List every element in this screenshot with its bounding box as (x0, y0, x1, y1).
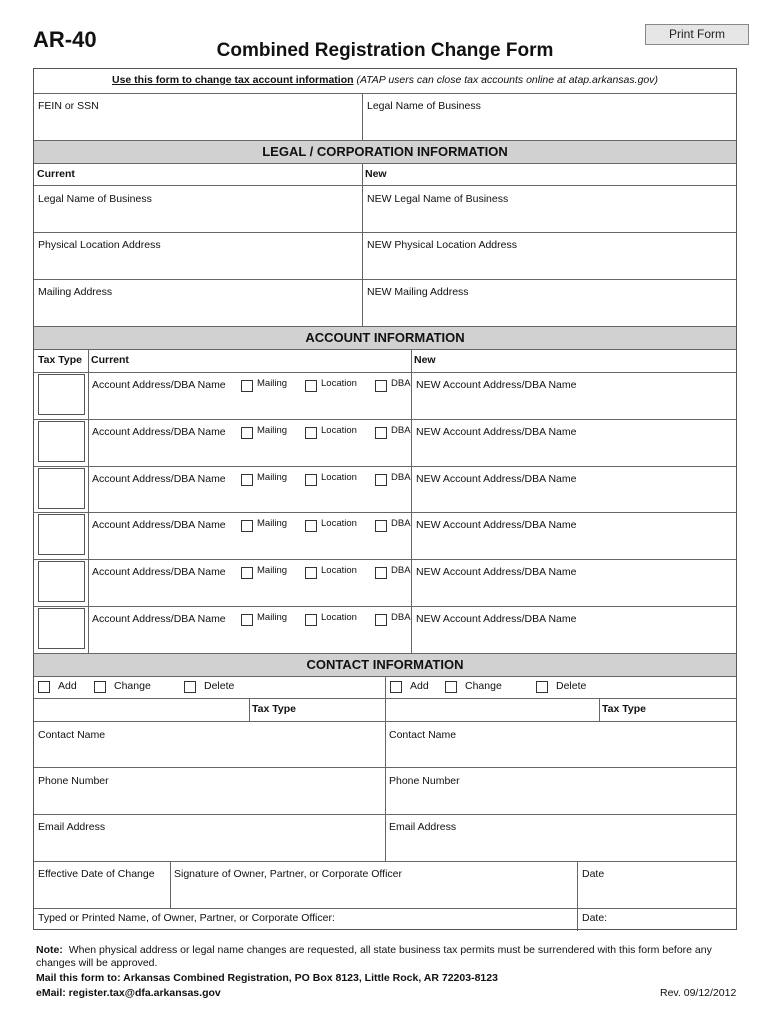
mailing-checkbox[interactable] (241, 474, 253, 486)
account-address-current[interactable]: Account Address/DBA Name (92, 613, 226, 625)
contact-tax-type-right[interactable]: Tax Type (602, 703, 646, 715)
account-address-current[interactable]: Account Address/DBA Name (92, 566, 226, 578)
location-checkbox[interactable] (305, 427, 317, 439)
legal-new-label: New (365, 168, 387, 180)
email-address-right[interactable]: Email Address (389, 821, 457, 833)
location-label: Location (321, 518, 357, 529)
contact-add-checkbox-left[interactable] (38, 681, 50, 693)
mailing-label: Mailing (257, 518, 288, 529)
contact-tax-type-left[interactable]: Tax Type (252, 703, 296, 715)
legal-section-heading: LEGAL / CORPORATION INFORMATION (34, 140, 736, 164)
mailing-address-current[interactable]: Mailing Address (38, 286, 113, 298)
page-title: Combined Registration Change Form (216, 40, 554, 61)
print-form-button[interactable]: Print Form (645, 24, 749, 45)
mailing-label: Mailing (257, 565, 288, 576)
location-label: Location (321, 612, 357, 623)
typed-name-date-field[interactable]: Date: (582, 912, 608, 924)
tax-type-box[interactable] (38, 468, 85, 509)
contact-delete-checkbox-right[interactable] (536, 681, 548, 693)
account-address-current[interactable]: Account Address/DBA Name (92, 519, 226, 531)
tax-type-box[interactable] (38, 561, 85, 602)
legal-name-field[interactable]: Legal Name of Business (367, 100, 481, 112)
dba-checkbox[interactable] (375, 427, 387, 439)
contact-add-label: Add (410, 680, 429, 692)
location-checkbox[interactable] (305, 520, 317, 532)
signature-field[interactable]: Signature of Owner, Partner, or Corporate Officer (174, 868, 403, 880)
location-checkbox[interactable] (305, 614, 317, 626)
mailing-label: Mailing (257, 472, 288, 483)
contact-delete-label: Delete (556, 680, 587, 692)
dba-checkbox[interactable] (375, 380, 387, 392)
revision-date: Rev. 09/12/2012 (660, 987, 737, 999)
location-label: Location (321, 425, 357, 436)
account-address-new[interactable]: NEW Account Address/DBA Name (416, 473, 577, 485)
contact-name-right[interactable]: Contact Name (389, 729, 457, 741)
tax-type-box[interactable] (38, 608, 85, 649)
dba-checkbox[interactable] (375, 567, 387, 579)
dba-label: DBA (391, 378, 411, 389)
contact-section-heading: CONTACT INFORMATION (34, 653, 736, 677)
mail-address-line: Mail this form to: Arkansas Combined Registration, PO Box 8123, Little Rock, AR 72203-8123 (36, 972, 498, 984)
mailing-checkbox[interactable] (241, 567, 253, 579)
dba-checkbox[interactable] (375, 520, 387, 532)
note-text: Note: When physical address or legal name changes are requested, all state business tax permits must be surrendered with this form before any changes will be approved. (36, 944, 712, 969)
tax-type-box[interactable] (38, 421, 85, 462)
location-checkbox[interactable] (305, 380, 317, 392)
account-address-new[interactable]: NEW Account Address/DBA Name (416, 426, 577, 438)
account-address-new[interactable]: NEW Account Address/DBA Name (416, 613, 577, 625)
account-new-label: New (414, 354, 436, 366)
dba-label: DBA (391, 612, 411, 623)
account-address-current[interactable]: Account Address/DBA Name (92, 473, 226, 485)
contact-name-left[interactable]: Contact Name (38, 729, 106, 741)
fein-field[interactable]: FEIN or SSN (38, 100, 99, 112)
contact-delete-label: Delete (204, 680, 235, 692)
dba-label: DBA (391, 518, 411, 529)
dba-checkbox[interactable] (375, 614, 387, 626)
tax-type-box[interactable] (38, 514, 85, 555)
account-section-heading: ACCOUNT INFORMATION (34, 326, 736, 350)
tax-type-box[interactable] (38, 374, 85, 415)
mailing-checkbox[interactable] (241, 614, 253, 626)
phone-number-right[interactable]: Phone Number (389, 775, 460, 787)
account-address-current[interactable]: Account Address/DBA Name (92, 379, 226, 391)
mailing-label: Mailing (257, 612, 288, 623)
dba-label: DBA (391, 565, 411, 576)
mailing-label: Mailing (257, 425, 288, 436)
mailing-label: Mailing (257, 378, 288, 389)
contact-add-checkbox-right[interactable] (390, 681, 402, 693)
mailing-checkbox[interactable] (241, 520, 253, 532)
location-checkbox[interactable] (305, 567, 317, 579)
mailing-checkbox[interactable] (241, 427, 253, 439)
account-address-new[interactable]: NEW Account Address/DBA Name (416, 519, 577, 531)
account-current-label: Current (91, 354, 129, 366)
form-frame (33, 68, 737, 930)
account-address-new[interactable]: NEW Account Address/DBA Name (416, 379, 577, 391)
contact-delete-checkbox-left[interactable] (184, 681, 196, 693)
mailing-address-new[interactable]: NEW Mailing Address (367, 286, 469, 298)
contact-change-label: Change (465, 680, 502, 692)
contact-add-label: Add (58, 680, 77, 692)
tax-type-label: Tax Type (38, 354, 82, 366)
location-checkbox[interactable] (305, 474, 317, 486)
typed-name-field[interactable]: Typed or Printed Name, of Owner, Partner, or Corporate Officer: (38, 912, 335, 924)
physical-address-new[interactable]: NEW Physical Location Address (367, 239, 517, 251)
dba-label: DBA (391, 425, 411, 436)
legal-name-new[interactable]: NEW Legal Name of Business (367, 193, 509, 205)
mailing-checkbox[interactable] (241, 380, 253, 392)
account-address-current[interactable]: Account Address/DBA Name (92, 426, 226, 438)
physical-address-current[interactable]: Physical Location Address (38, 239, 161, 251)
email-address-left[interactable]: Email Address (38, 821, 106, 833)
account-address-new[interactable]: NEW Account Address/DBA Name (416, 566, 577, 578)
location-label: Location (321, 472, 357, 483)
effective-date-field[interactable]: Effective Date of Change (38, 868, 155, 880)
legal-name-current[interactable]: Legal Name of Business (38, 193, 152, 205)
instruction-text: Use this form to change tax account information (ATAP users can close tax accounts online at atap.arkansas.gov) (112, 74, 658, 86)
location-label: Location (321, 565, 357, 576)
dba-checkbox[interactable] (375, 474, 387, 486)
signature-date-field[interactable]: Date (582, 868, 605, 880)
location-label: Location (321, 378, 357, 389)
legal-current-label: Current (37, 168, 75, 180)
contact-change-checkbox-left[interactable] (94, 681, 106, 693)
form-id: AR-40 (33, 27, 97, 52)
email-line: eMail: register.tax@dfa.arkansas.gov (36, 987, 221, 999)
contact-change-label: Change (114, 680, 151, 692)
phone-number-left[interactable]: Phone Number (38, 775, 109, 787)
contact-change-checkbox-right[interactable] (445, 681, 457, 693)
dba-label: DBA (391, 472, 411, 483)
